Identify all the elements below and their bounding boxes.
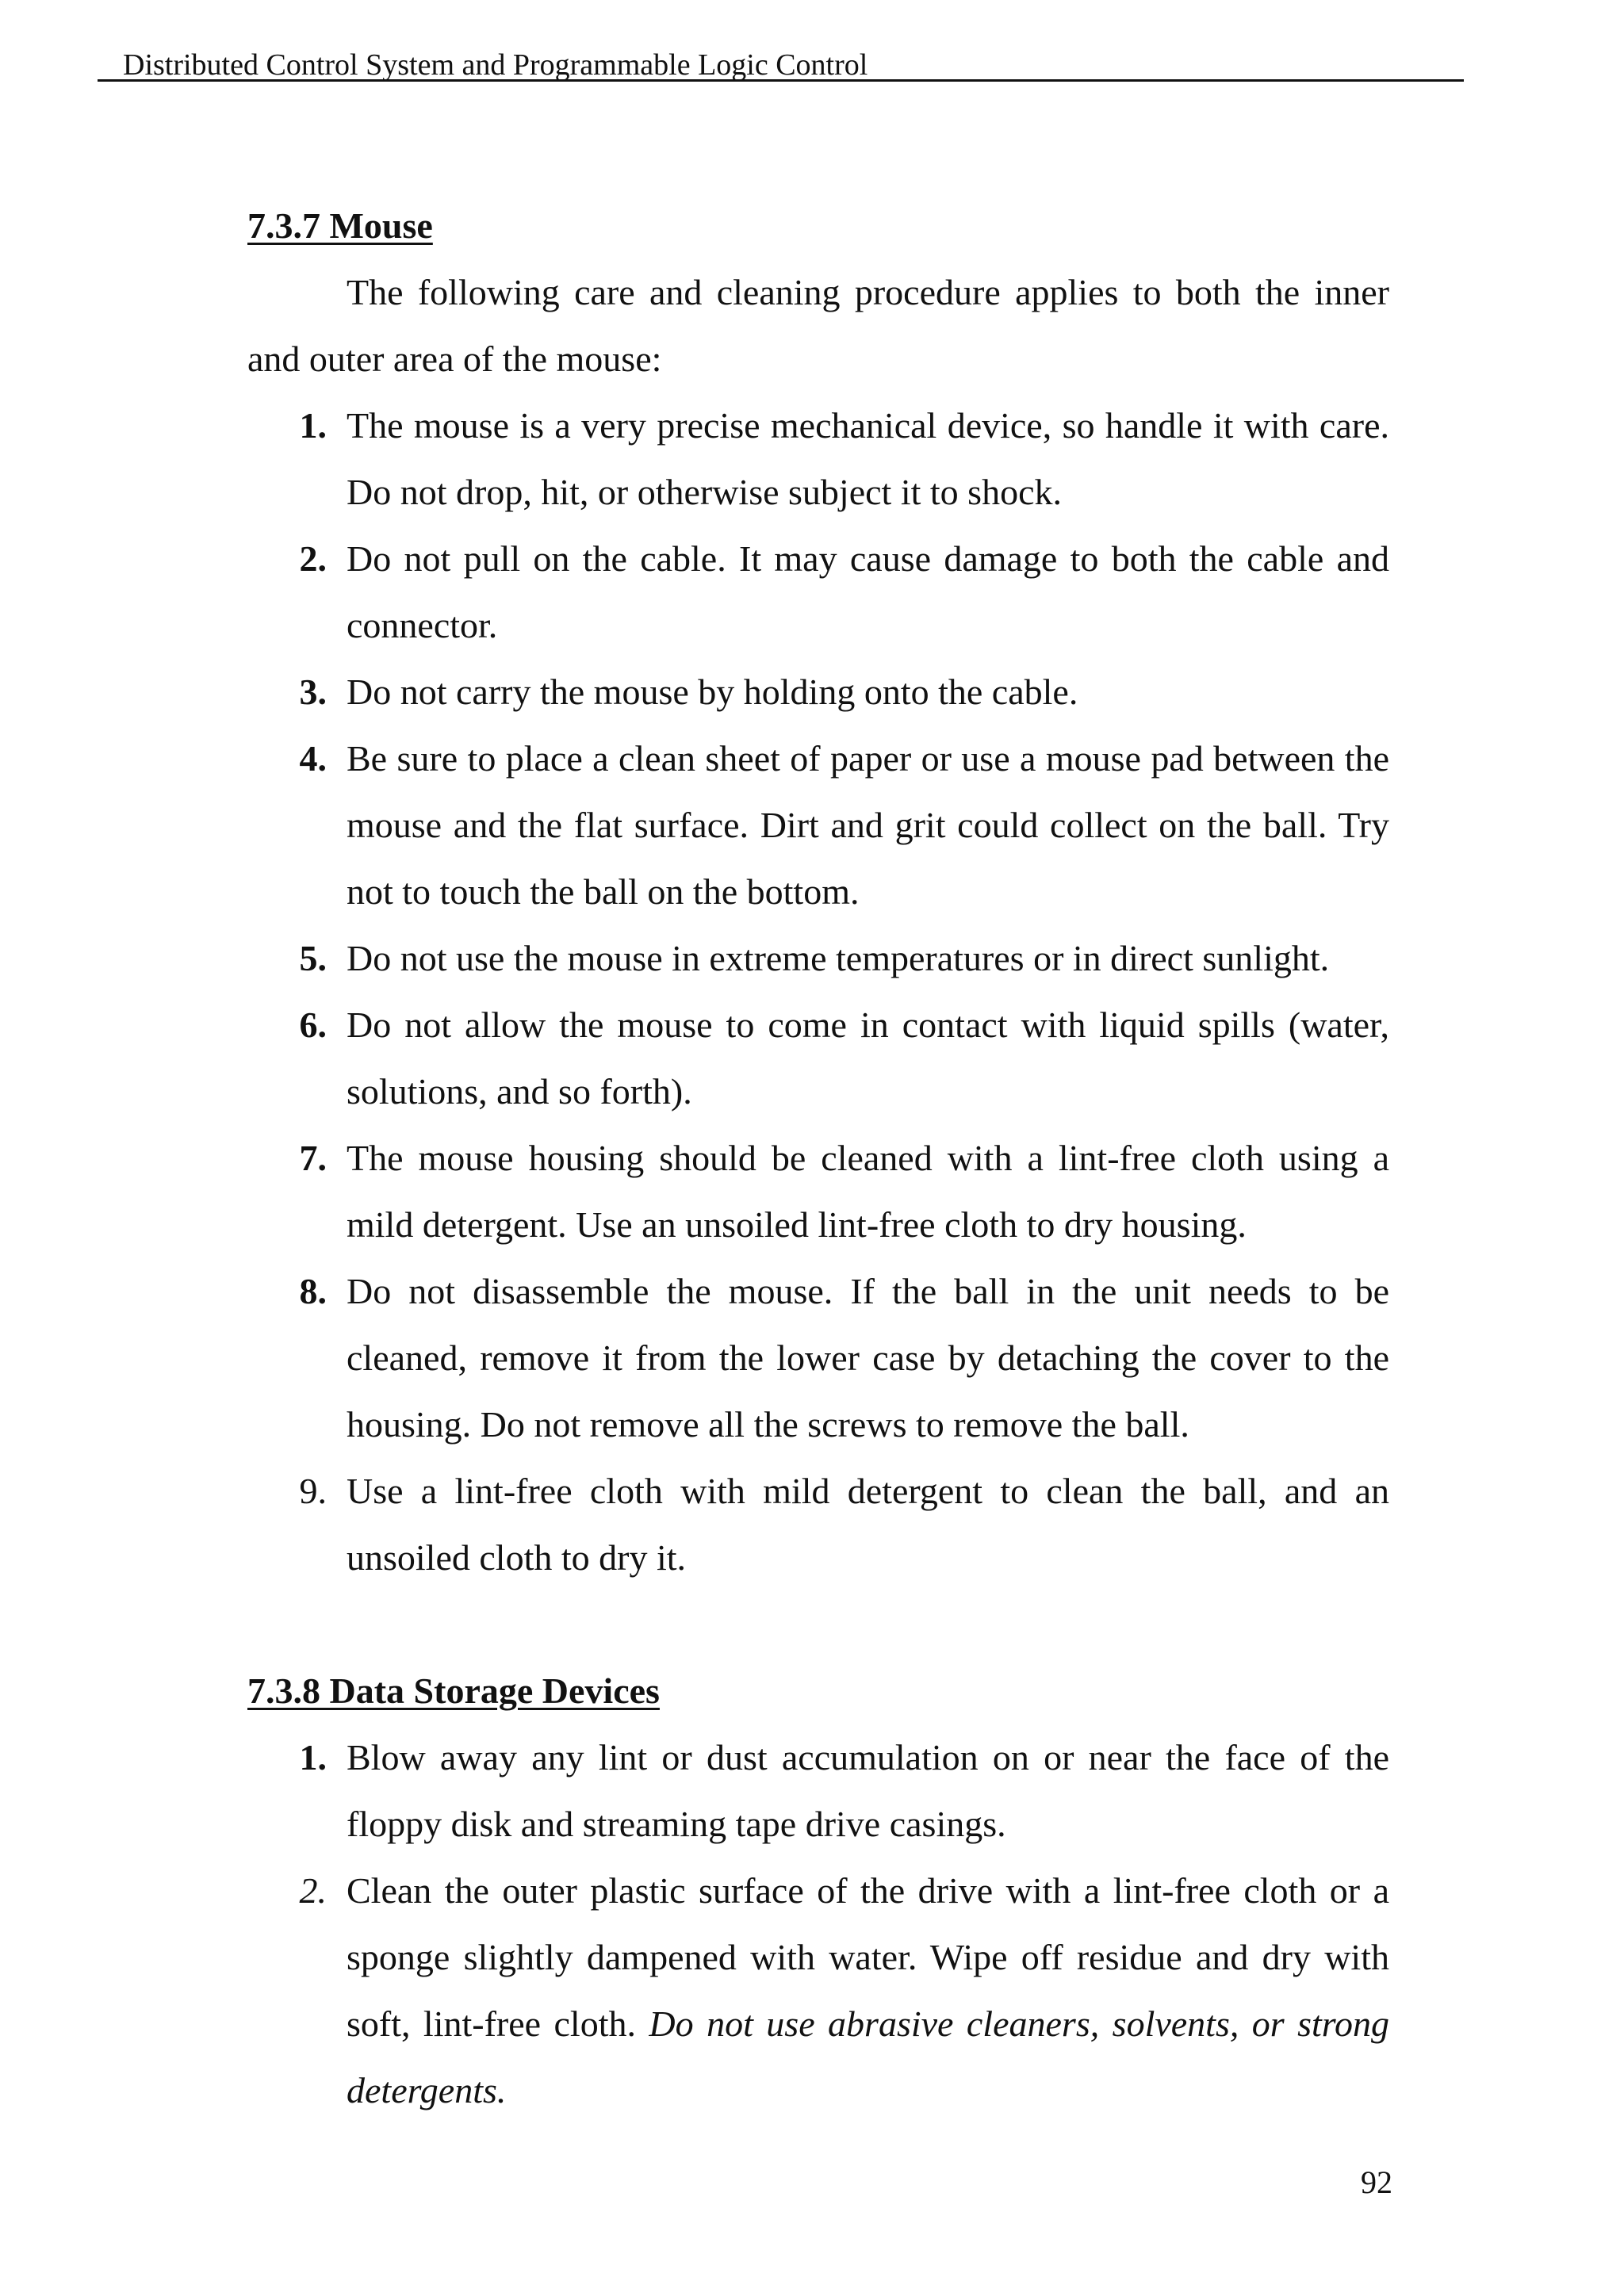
storage-care-list <box>247 1724 1389 2124</box>
page-number: 92 <box>1361 2164 1392 2200</box>
list-item-text: Do not disassemble the mouse. If the ball in the unit needs to be cleaned, remove it from the lower case by detaching the cover to the housing. Do not remove all the screws to remove the ball. <box>347 1271 1389 1445</box>
list-item-number: 8. <box>299 1271 327 1311</box>
header-rule <box>98 79 1464 82</box>
list-item-number: 5. <box>299 938 327 978</box>
list-item <box>247 1258 1389 1458</box>
mouse-intro-paragraph: The following care and cleaning procedure applies to both the inner and outer area of the mouse: <box>247 272 1389 379</box>
list-item-text: Do not allow the mouse to come in contact with liquid spills (water, solutions, and so forth). <box>347 1004 1389 1112</box>
list-item <box>247 1858 1389 2124</box>
list-item <box>247 392 1389 526</box>
section-heading-mouse: 7.3.7 Mouse <box>247 205 433 246</box>
list-item <box>247 925 1389 992</box>
list-item-number: 2. <box>299 1870 327 1911</box>
list-item <box>247 1458 1389 1591</box>
list-item-text: The mouse housing should be cleaned with a lint-free cloth using a mild detergent. Use an unsoiled lint-free cloth to dry housing. <box>347 1138 1389 1245</box>
list-item <box>247 1724 1389 1858</box>
list-item <box>247 1125 1389 1258</box>
list-item-number: 3. <box>299 672 327 712</box>
list-item-number: 1. <box>299 1737 327 1777</box>
list-item-number: 4. <box>299 738 327 779</box>
list-item-number: 1. <box>299 405 327 446</box>
section-spacer <box>247 1591 1389 1658</box>
list-item-number: 9. <box>299 1471 327 1511</box>
list-item-number: 7. <box>299 1138 327 1178</box>
list-item-text: Do not use the mouse in extreme temperatures or in direct sunlight. <box>347 938 1330 978</box>
list-item-number: 6. <box>299 1004 327 1045</box>
list-item-text: Be sure to place a clean sheet of paper or use a mouse pad between the mouse and the flat surface. Dirt and grit could collect on the ball. Try not to touch the ball on the bottom. <box>347 738 1389 912</box>
list-item <box>247 526 1389 659</box>
list-item-text: Clean the outer plastic surface of the drive with a lint-free cloth or a sponge slightly dampened with water. Wipe off residue and dry with soft, lint-free cloth. <box>347 1870 1389 2044</box>
list-item <box>247 659 1389 725</box>
list-item-text: Blow away any lint or dust accumulation on or near the face of the floppy disk and streaming tape drive casings. <box>347 1737 1389 1844</box>
page-body <box>247 193 1389 2124</box>
list-item <box>247 992 1389 1125</box>
running-header-title: Distributed Control System and Programmable Logic Control <box>123 48 868 82</box>
list-item-emphasis: Do not use abrasive cleaners, solvents, or strong detergents. <box>347 2003 1390 2110</box>
list-item-text: Use a lint-free cloth with mild detergent to clean the ball, and an unsoiled cloth to dry it. <box>347 1471 1389 1578</box>
section-heading-data-storage: 7.3.8 Data Storage Devices <box>247 1670 660 1711</box>
mouse-care-list <box>247 392 1389 1591</box>
list-item <box>247 725 1389 925</box>
list-item-text: The mouse is a very precise mechanical device, so handle it with care. Do not drop, hit, or otherwise subject it to shock. <box>347 405 1389 512</box>
list-item-number: 2. <box>299 538 327 579</box>
list-item-text: Do not carry the mouse by holding onto the cable. <box>347 672 1078 712</box>
list-item-text: Do not pull on the cable. It may cause damage to both the cable and connector. <box>347 538 1389 645</box>
